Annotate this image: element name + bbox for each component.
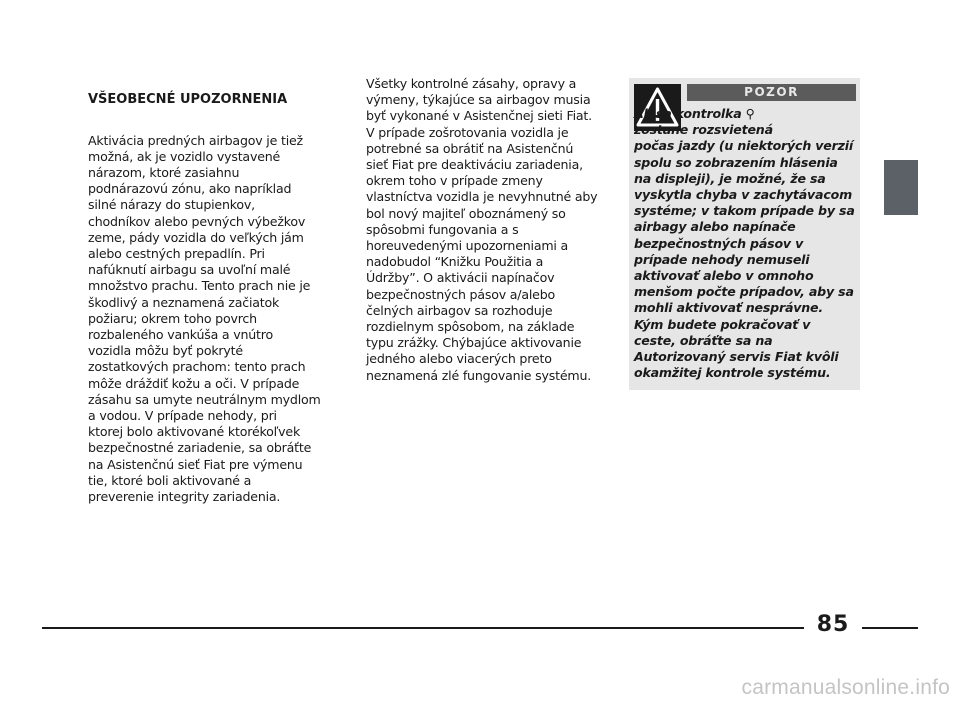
section-tab bbox=[884, 160, 918, 215]
warning-text: Ak sa kontrolka ⚲ zostane rozsvietená počas jazdy (u niektorých verzií spolu so zobrazením hlásenia na displeji), je možné, že sa vyskytla chyba v zachytávacom systéme; v takom prípade by sa airbagy alebo napínače bezpečnostných pásov v prípade nehody nemuseli aktivovať alebo v omnoho menšom počte prípadov, aby sa mohli aktivovať nesprávne. Kým budete pokračovať v ceste, obráťte sa na Autorizovaný servis Fiat kvôli okamžitej kontrole systému. bbox=[634, 106, 855, 381]
footer-rule-right bbox=[862, 627, 918, 629]
left-column-body: Aktivácia predných airbagov je tiež možná, ak je vozidlo vystavené nárazom, ktoré zasiahnu podnárazovú zónu, ako napríklad silné nárazy do stupienkov, chodníkov alebo pevných výbežkov zeme, pády vozidla do veľkých jám alebo cestných prepadlín. Pri nafúknutí airbagu sa uvoľní malé množstvo prachu. Tento prach nie je škodlivý a neznamená začiatok požiaru; okrem toho povrch rozbaleného vankúša a vnútro vozidla môžu byť pokryté zostatkových prachom: tento prach môže dráždiť kožu a oči. V prípade zásahu sa umyte neutrálnym mydlom a vodou. V prípade nehody, pri ktorej bolo aktivované ktorékoľvek bezpečnostné zariadenie, sa obráťte na Asistenčnú sieť Fiat pre výmenu tie, ktoré boli aktivované a preverenie integrity zariadenia. bbox=[88, 132, 321, 505]
left-column bbox=[88, 76, 340, 521]
middle-column-body: Všetky kontrolné zásahy, opravy a výmeny, týkajúce sa airbagov musia byť vykonané v Asistenčnej sieti Fiat. V prípade zošrotovania vozidla je potrebné sa obrátiť na Asistenčnú sieť Fiat pre deaktiváciu zariadenia, okrem toho v prípade zmeny vlastníctva vozidla je nevyhnutné aby bol nový majiteľ oboznámený so spôsobmi fungovania a s horeuvedenými upozorneniami a nadobudol “Knižku Použitia a Údržby”. O aktivácii napínačov bezpečnostných pásov a/alebo čelných airbagov sa rozhoduje rozdielnym spôsobom, na základe typu zrážky. Chýbajúce aktivovanie jedného alebo viacerých preto neznamená zlé fungovanie systému. bbox=[366, 76, 598, 383]
warning-label: POZOR bbox=[687, 84, 856, 101]
page-number: 85 bbox=[816, 612, 850, 637]
footer-rule-left bbox=[42, 627, 804, 629]
watermark: carmanualsonline.info bbox=[741, 676, 950, 699]
warning-box bbox=[629, 78, 860, 390]
section-heading: VŠEOBECNÉ UPOZORNENIA bbox=[88, 92, 288, 108]
